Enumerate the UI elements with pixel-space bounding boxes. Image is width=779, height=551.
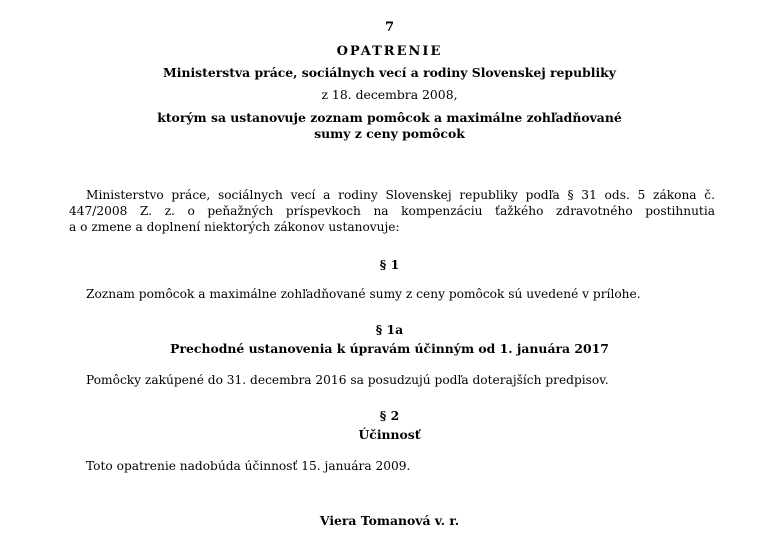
section-1a-number: § 1a <box>375 322 404 337</box>
document-type-heading: OPATRENIE <box>336 44 443 59</box>
section-2-number: § 2 <box>379 408 400 423</box>
preamble-line-2: 447/2008 Z. z. o peňažných príspevkoch na kompenzáciu ťažkého zdravotného postihnutia <box>69 204 715 218</box>
preamble-line-3: a o zmene a doplnení niektorých zákonov ustanovuje: <box>69 220 400 234</box>
section-1-text: Zoznam pomôcok a maximálne zohľadňované sumy z ceny pomôcok sú uvedené v prílohe. <box>86 287 641 301</box>
section-2-text: Toto opatrenie nadobúda účinnosť 15. januára 2009. <box>86 459 411 473</box>
subject-line-1: ktorým sa ustanovuje zoznam pomôcok a maximálne zohľadňované <box>157 110 622 125</box>
section-1-number: § 1 <box>379 257 400 272</box>
section-2-title: Účinnosť <box>358 427 421 442</box>
document-date: z 18. decembra 2008, <box>321 87 458 102</box>
signature: Viera Tomanová v. r. <box>319 513 460 528</box>
preamble-line-1: Ministerstvo práce, sociálnych vecí a rodiny Slovenskej republiky podľa § 31 ods. 5 zákona č. <box>86 188 715 202</box>
section-1a-text: Pomôcky zakúpené do 31. decembra 2016 sa posudzujú podľa doterajších predpisov. <box>86 373 609 387</box>
subject-line-2: sumy z ceny pomôcok <box>314 126 465 141</box>
section-1a-title: Prechodné ustanovenia k úpravám účinným od 1. januára 2017 <box>170 341 609 356</box>
document-number: 7 <box>384 20 395 35</box>
issuer-heading: Ministerstva práce, sociálnych vecí a rodiny Slovenskej republiky <box>163 65 616 80</box>
